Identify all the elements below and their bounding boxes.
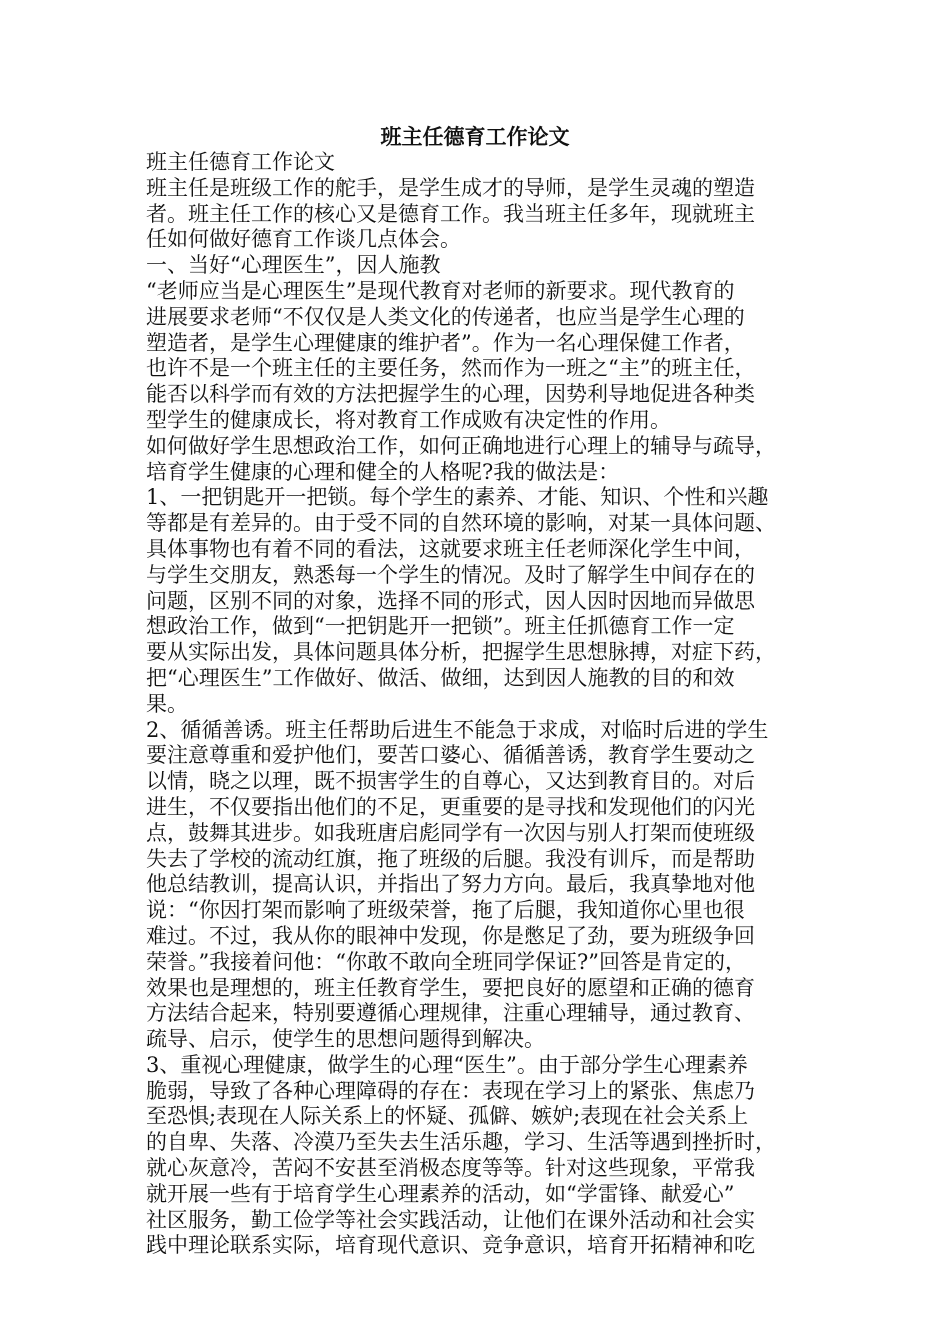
text-line: 效果也是理想的，班主任教育学生，要把良好的愿望和正确的德育 (146, 975, 755, 1000)
text-line: 如何做好学生思想政治工作，如何正确地进行心理上的辅导与疏导， (146, 433, 776, 458)
text-line: 想政治工作，做到“一把钥匙开一把锁”。班主任抓德育工作一定 (146, 614, 735, 639)
text-line: 荣誉。”我接着问他：“你敢不敢向全班同学保证?”回答是肯定的， (146, 949, 746, 974)
text-line: 至恐惧;表现在人际关系上的怀疑、孤僻、嫉妒;表现在社会关系上 (146, 1104, 749, 1129)
text-line: 2、循循善诱。班主任帮助后进生不能急于求成，对临时后进的学生 (146, 717, 769, 742)
text-line: 也许不是一个班主任的主要任务，然而作为一班之“主”的班主任， (146, 356, 756, 381)
text-line: 者。班主任工作的核心又是德育工作。我当班主任多年，现就班主 (146, 201, 755, 226)
text-line: 任如何做好德育工作谈几点体会。 (146, 227, 461, 252)
text-line: 就心灰意冷，苦闷不安甚至消极态度等等。针对这些现象，平常我 (146, 1156, 755, 1181)
text-line: 果。 (146, 691, 188, 716)
text-line: 他总结教训，提高认识，并指出了努力方向。最后，我真挚地对他 (146, 872, 755, 897)
text-line: 型学生的健康成长，将对教育工作成败有决定性的作用。 (146, 407, 671, 432)
text-line: 要注意尊重和爱护他们，要苦口婆心、循循善诱，教育学生要动之 (146, 743, 755, 768)
text-line: 培育学生健康的心理和健全的人格呢?我的做法是： (146, 459, 620, 484)
text-line: 脆弱，导致了各种心理障碍的存在：表现在学习上的紧张、焦虑乃 (146, 1078, 755, 1103)
text-line: 社区服务，勤工俭学等社会实践活动，让他们在课外活动和社会实 (146, 1207, 755, 1232)
text-line: 践中理论联系实际，培育现代意识、竞争意识，培育开拓精神和吃 (146, 1233, 755, 1258)
text-line: 3、重视心理健康，做学生的心理“医生”。由于部分学生心理素养 (146, 1052, 748, 1077)
text-line: 进展要求老师“不仅仅是人类文化的传递者，也应当是学生心理的 (146, 304, 745, 329)
text-line: 进生，不仅要指出他们的不足，更重要的是寻找和发现他们的闪光 (146, 794, 755, 819)
document-title: 班主任德育工作论文 (380, 124, 570, 149)
text-line: 难过。不过，我从你的眼神中发现，你是憋足了劲，要为班级争回 (146, 923, 755, 948)
text-line: 塑造者，是学生心理健康的维护者”。作为一名心理保健工作者， (146, 330, 745, 355)
text-line: 说：“你因打架而影响了班级荣誉，拖了后腿，我知道你心里也很 (146, 898, 745, 923)
text-line: 方法结合起来，特别要遵循心理规律，注重心理辅导，通过教育、 (146, 1001, 755, 1026)
text-line: “老师应当是心理医生”是现代教育对老师的新要求。现代教育的 (146, 278, 735, 303)
text-line: 与学生交朋友，熟悉每一个学生的情况。及时了解学生中间存在的 (146, 562, 755, 587)
text-line: 能否以科学而有效的方法把握学生的心理，因势利导地促进各种类 (146, 382, 755, 407)
text-line: 疏导、启示，使学生的思想问题得到解决。 (146, 1027, 545, 1052)
text-line: 等都是有差异的。由于受不同的自然环境的影响，对某一具体问题、 (146, 511, 776, 536)
text-line: 一、当好“心理医生”，因人施教 (146, 253, 441, 278)
document-body (146, 150, 826, 1259)
text-line: 点，鼓舞其进步。如我班唐启彪同学有一次因与别人打架而使班级 (146, 820, 755, 845)
text-line: 1、一把钥匙开一把锁。每个学生的素养、才能、知识、个性和兴趣 (146, 485, 769, 510)
text-line: 的自卑、失落、冷漠乃至失去生活乐趣，学习、生活等遇到挫折时， (146, 1130, 776, 1155)
text-line: 就开展一些有于培育学生心理素养的活动，如“学雷锋、献爱心” (146, 1181, 735, 1206)
text-line: 具体事物也有着不同的看法，这就要求班主任老师深化学生中间， (146, 536, 755, 561)
text-line: 班主任是班级工作的舵手，是学生成才的导师，是学生灵魂的塑造 (146, 175, 755, 200)
text-line: 问题，区别不同的对象，选择不同的形式，因人因时因地而异做思 (146, 588, 755, 613)
text-line: 失去了学校的流动红旗，拖了班级的后腿。我没有训斥，而是帮助 (146, 846, 755, 871)
text-line: 要从实际出发，具体问题具体分析，把握学生思想脉搏，对症下药， (146, 640, 776, 665)
text-line: 把“心理医生”工作做好、做活、做细，达到因人施教的目的和效 (146, 665, 735, 690)
text-line: 以情，晓之以理，既不损害学生的自尊心，又达到教育目的。对后 (146, 769, 755, 794)
text-line: 班主任德育工作论文 (146, 150, 335, 174)
